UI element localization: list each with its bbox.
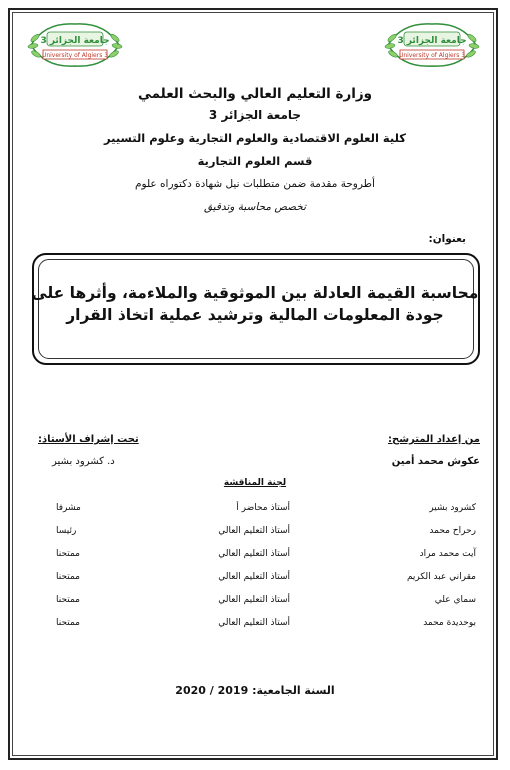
committee-row <box>0 572 510 588</box>
member-rank: أستاذ التعليم العالي <box>218 549 290 559</box>
member-rank: أستاذ محاضر أ <box>236 503 290 513</box>
faculty-name: كلية العلوم الاقتصادية والعلوم التجارية وعلوم التسيير <box>104 131 406 145</box>
thesis-title-line-2: جودة المعلومات المالية وترشيد عملية اتخاذ القرار <box>66 306 444 324</box>
committee-row <box>0 595 510 611</box>
logo-english-text: University of Algiers 3 <box>41 52 109 59</box>
thesis-title-line-1: محاسبة القيمة العادلة بين الموثوقية والملاءمة، وأثرها على <box>31 284 479 302</box>
member-role: ممتحنا <box>56 549 81 559</box>
member-rank: أستاذ التعليم العالي <box>218 526 290 536</box>
member-name: مقراني عبد الكريم <box>406 572 476 582</box>
member-role: رئيسا <box>56 526 77 536</box>
member-name: سماي علي <box>434 595 476 605</box>
department-name: قسم العلوم التجارية <box>197 154 313 168</box>
page-border-inner <box>12 12 494 756</box>
member-name: بوحديدة محمد <box>423 618 476 628</box>
academic-year: السنة الجامعية: 2019 / 2020 <box>175 684 335 697</box>
candidate-name: عكوش محمد أمين <box>391 456 480 467</box>
committee-title: لجنة المناقشة <box>223 478 287 488</box>
committee-row <box>0 618 510 634</box>
member-role: ممتحنا <box>56 572 81 582</box>
member-rank: أستاذ التعليم العالي <box>218 595 290 605</box>
member-name: آيت محمد مراد <box>419 549 476 559</box>
committee-row <box>0 526 510 542</box>
member-name: رحراح محمد <box>429 526 476 536</box>
committee-row <box>0 503 510 519</box>
ministry-name: وزارة التعليم العالي والبحث العلمي <box>137 86 373 102</box>
member-role: ممتحنا <box>56 595 81 605</box>
logo-english-text: University of Algiers 3 <box>398 52 466 59</box>
committee-row <box>0 549 510 565</box>
logo-arabic-text: جامعة الجزائر 3 <box>40 36 110 46</box>
logo-arabic-text: جامعة الجزائر 3 <box>397 36 467 46</box>
member-name: كشرود بشير <box>429 503 476 513</box>
member-role: ممتحنا <box>56 618 81 628</box>
title-label: بعنوان: <box>428 233 466 245</box>
university-name: جامعة الجزائر 3 <box>208 108 302 122</box>
supervisor-label: تحت إشراف الأستاذ: <box>38 434 139 445</box>
university-logo-left <box>25 20 125 70</box>
thesis-type: أطروحة مقدمة ضمن متطلبات نيل شهادة دكتوراه علوم <box>135 178 375 190</box>
member-role: مشرفا <box>56 503 81 513</box>
specialization: تخصص محاسبة وتدقيق <box>204 201 306 213</box>
supervisor-name: د. كشرود بشير <box>52 456 115 467</box>
member-rank: أستاذ التعليم العالي <box>218 618 290 628</box>
university-logo-right <box>382 20 482 70</box>
candidate-label: من إعداد المترشح: <box>388 434 480 445</box>
member-rank: أستاذ التعليم العالي <box>218 572 290 582</box>
